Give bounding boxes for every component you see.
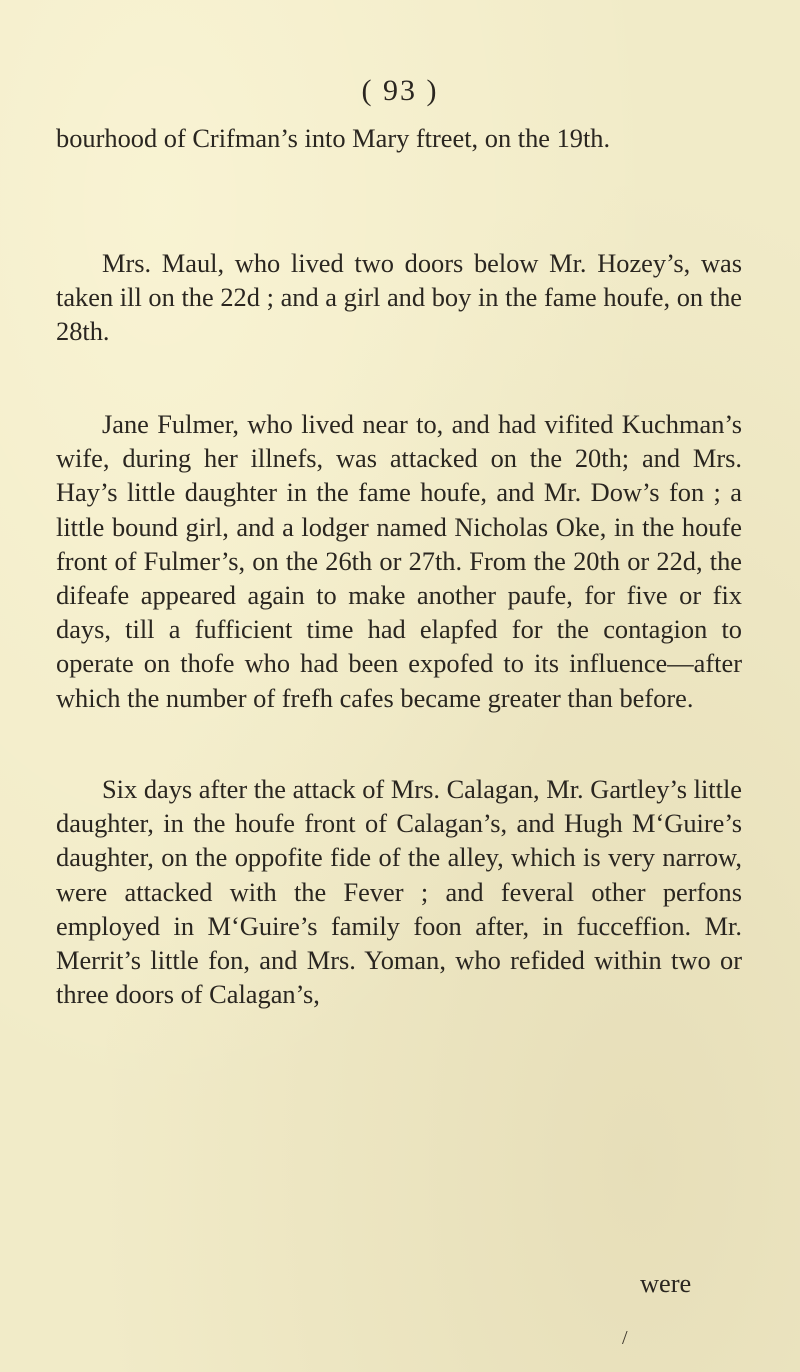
catchword: were bbox=[640, 1268, 692, 1298]
paragraph-mrs-maul: Mrs. Maul, who lived two doors below Mr. Hozey’s, was taken ill on the 22d ; and a girl and boy in the fame houfe, on the 28th. bbox=[56, 248, 742, 347]
page-number: ( 93 ) bbox=[361, 74, 439, 107]
paragraph-continuation: bourhood of Crifman’s into Mary ftreet, on the 19th. bbox=[56, 123, 611, 153]
paragraph-jane-fulmer: Jane Fulmer, who lived near to, and had vifited Kuchman’s wife, during her illnefs, was attacked on the 20th; and Mrs. Hay’s little daughter in the fame houfe, and Mr. Dow’s fon ; a little bound girl, and a lodger named Nicholas Oke, in the houfe front of Fulmer’s, on the 26th or 27th. From the 20th or 22d, the difeafe appeared again to make another paufe, for five or fix days, till a fufficient time had elapfed for the contagion to operate on thofe who had been expofed to its influence—after which the number of frefh cafes became greater than before. bbox=[56, 409, 742, 713]
paragraph-six-days-after: Six days after the attack of Mrs. Calagan, Mr. Gartley’s little daughter, in the houfe front of Calagan’s, and Hugh M‘Guire’s daughter, on the oppofite fide of the alley, which is very narrow, were attacked with the Fever ; and feveral other perfons employed in M‘Guire’s family foon after, in fucceffion. Mr. Merrit’s little fon, and Mrs. Yoman, who refided within two or three doors of Calagan’s, bbox=[56, 774, 742, 1010]
stray-mark: / bbox=[622, 1327, 628, 1349]
